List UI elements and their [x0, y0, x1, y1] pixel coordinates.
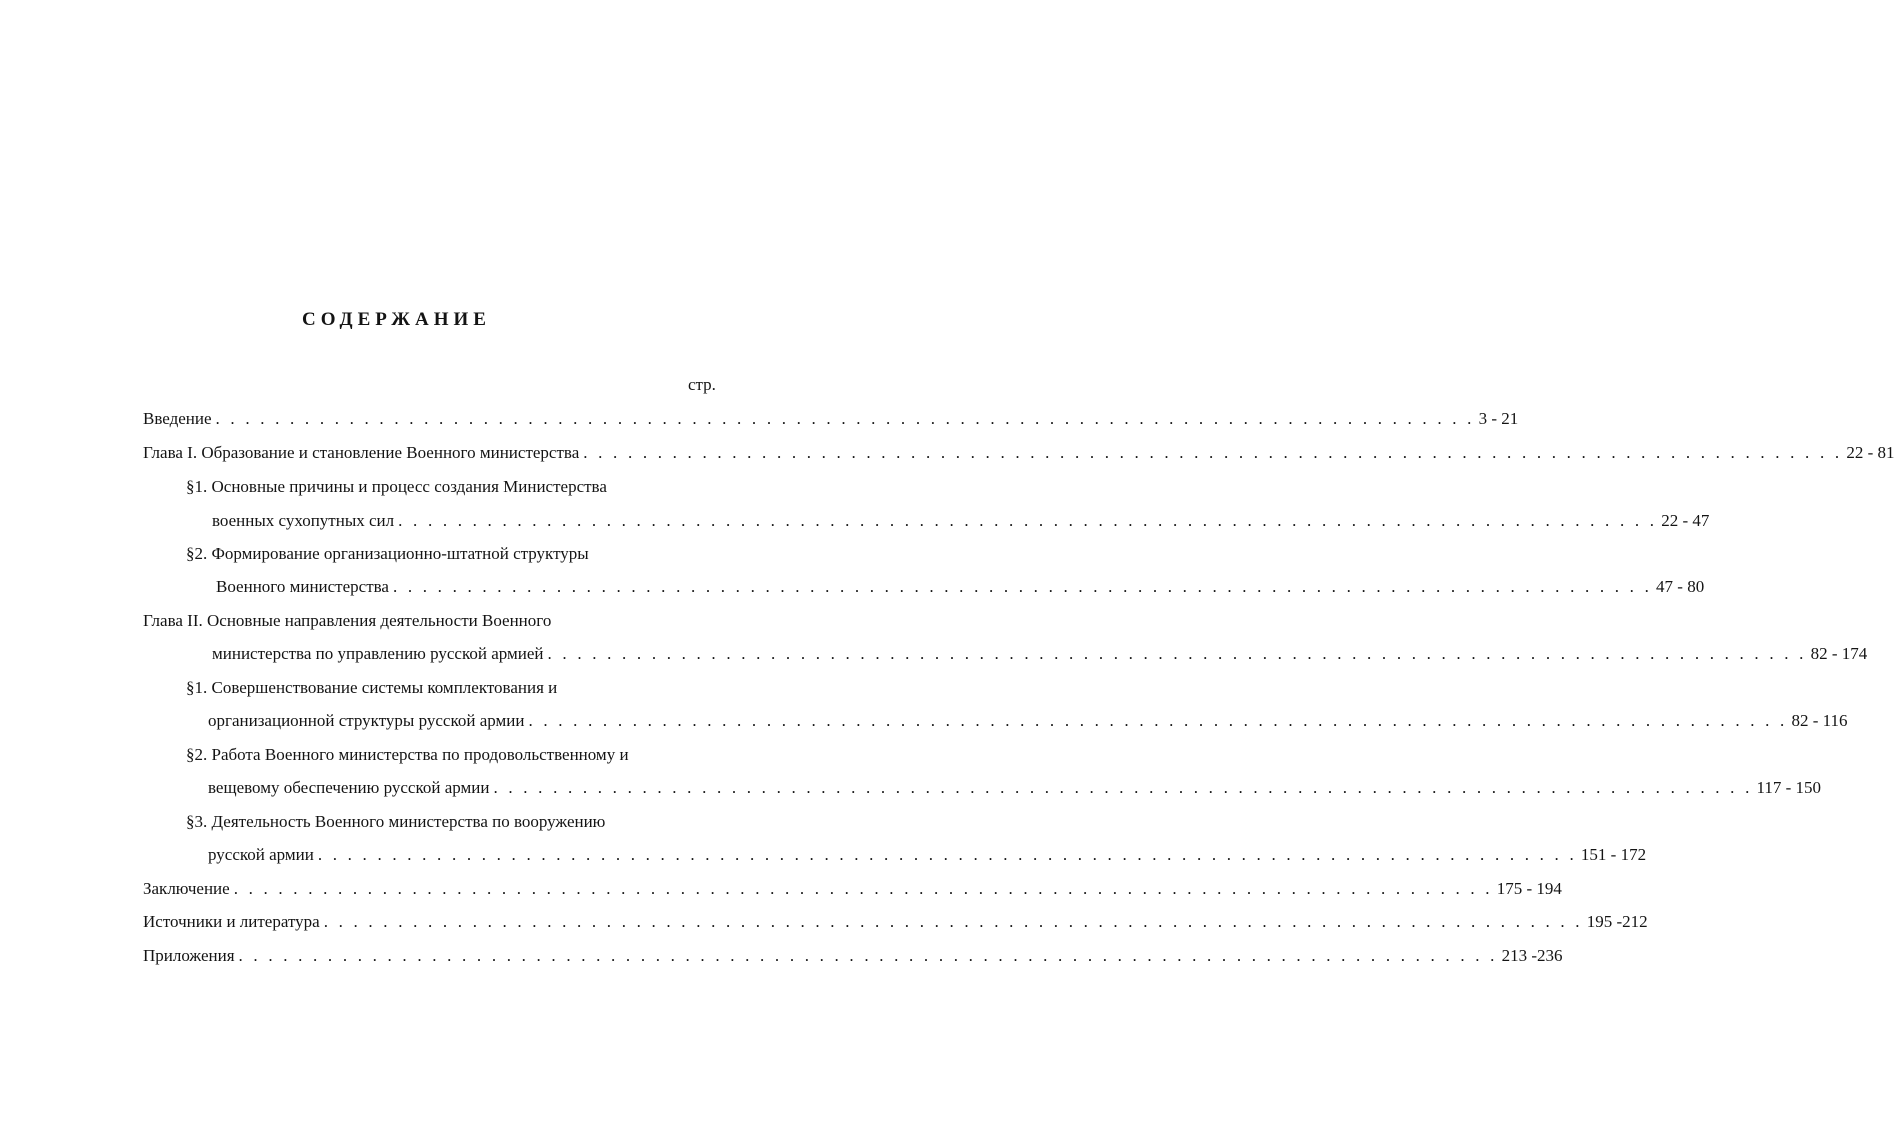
page-column-label: стр. — [688, 375, 716, 394]
toc-leader-dots: . . . . . . . . . . . . . . . . . . . . . . . . . . . . . . . . . . . . . . . . . . . . . . . . . . . . . . . . . . . . . . . . . . . . . . . . . . . . . . . . . . . . . — [392, 577, 1653, 596]
toc-entry-ch2-s2-line1: §2. Работа Военного министерства по продовольственному и — [186, 745, 629, 764]
toc-entry-ch1-s1-line2 — [212, 508, 1710, 534]
toc-entry-text: организационной структуры русской армии — [208, 711, 525, 730]
toc-entry-text: Приложения — [143, 946, 235, 965]
toc-entry-pages: 22 - 47 — [1661, 511, 1710, 530]
toc-entry-chapter-2-line1: Глава II. Основные направления деятельности Военного — [143, 611, 552, 630]
toc-entry-text: Военного министерства — [216, 577, 389, 596]
toc-entry-pages: 82 - 174 — [1810, 644, 1868, 663]
toc-entry-text: Источники и литература — [143, 912, 320, 931]
toc-entry-pages: 151 - 172 — [1580, 845, 1647, 864]
toc-entry-text: Заключение — [143, 879, 230, 898]
toc-entry-text: военных сухопутных сил — [212, 511, 395, 530]
toc-entry-conclusion — [143, 876, 1562, 902]
toc-entry-ch2-s1-line2 — [208, 708, 1848, 734]
toc-entry-appendix — [143, 943, 1563, 969]
toc-entry-chapter-2-line2 — [212, 641, 1868, 667]
toc-entry-ch2-s3-line2 — [208, 842, 1647, 868]
toc-entry-intro — [143, 406, 1519, 432]
toc-leader-dots: . . . . . . . . . . . . . . . . . . . . . . . . . . . . . . . . . . . . . . . . . . . . . . . . . . . . . . . . . . . . . . . . . . . . . . . . . . . . . . . . . . . . . — [233, 879, 1493, 898]
toc-entry-chapter-1 — [143, 440, 1894, 466]
toc-entry-pages: 117 - 150 — [1756, 778, 1822, 797]
toc-entry-text: Введение — [143, 409, 212, 428]
toc-leader-dots: . . . . . . . . . . . . . . . . . . . . . . . . . . . . . . . . . . . . . . . . . . . . . . . . . . . . . . . . . . . . . . . . . . . . . . . . . . . . . . . . . . . . . — [547, 644, 1807, 663]
toc-entry-pages: 82 - 116 — [1791, 711, 1848, 730]
toc-entry-pages: 195 -212 — [1586, 912, 1648, 931]
toc-entry-ch2-s1-line1: §1. Совершенствование системы комплектования и — [186, 678, 558, 697]
page-title: СОДЕРЖАНИЕ — [302, 309, 491, 330]
toc-leader-dots: . . . . . . . . . . . . . . . . . . . . . . . . . . . . . . . . . . . . . . . . . . . . . . . . . . . . . . . . . . . . . . . . . . . . . . . . . . . . . . . . . . . . . — [493, 778, 1753, 797]
toc-entry-pages: 22 - 81 — [1846, 443, 1894, 462]
toc-entry-sources — [143, 909, 1648, 935]
toc-leader-dots: . . . . . . . . . . . . . . . . . . . . . . . . . . . . . . . . . . . . . . . . . . . . . . . . . . . . . . . . . . . . . . . . . . . . . . . . . . . . . . . . . . . . . — [528, 711, 1788, 730]
toc-entry-pages: 175 - 194 — [1496, 879, 1562, 898]
toc-entry-pages: 47 - 80 — [1656, 577, 1705, 596]
toc-leader-dots: . . . . . . . . . . . . . . . . . . . . . . . . . . . . . . . . . . . . . . . . . . . . . . . . . . . . . . . . . . . . . . . . . . . . . . . . . . . . . . . . . . . . . — [215, 409, 1475, 428]
toc-leader-dots: . . . . . . . . . . . . . . . . . . . . . . . . . . . . . . . . . . . . . . . . . . . . . . . . . . . . . . . . . . . . . . . . . . . . . . . . . . . . . . . . . . . . . — [583, 443, 1843, 462]
toc-leader-dots: . . . . . . . . . . . . . . . . . . . . . . . . . . . . . . . . . . . . . . . . . . . . . . . . . . . . . . . . . . . . . . . . . . . . . . . . . . . . . . . . . . . . . — [238, 946, 1498, 965]
toc-entry-text: министерства по управлению русской армией — [212, 644, 544, 663]
toc-entry-ch1-s2-line1: §2. Формирование организационно-штатной структуры — [186, 544, 589, 563]
toc-entry-pages: 213 -236 — [1501, 946, 1563, 965]
toc-leader-dots: . . . . . . . . . . . . . . . . . . . . . . . . . . . . . . . . . . . . . . . . . . . . . . . . . . . . . . . . . . . . . . . . . . . . . . . . . . . . . . . . . . . . . — [398, 511, 1658, 530]
toc-leader-dots: . . . . . . . . . . . . . . . . . . . . . . . . . . . . . . . . . . . . . . . . . . . . . . . . . . . . . . . . . . . . . . . . . . . . . . . . . . . . . . . . . . . . . — [317, 845, 1577, 864]
toc-entry-ch2-s3-line1: §3. Деятельность Военного министерства по вооружению — [186, 812, 606, 831]
toc-entry-text: русской армии — [208, 845, 314, 864]
toc-leader-dots: . . . . . . . . . . . . . . . . . . . . . . . . . . . . . . . . . . . . . . . . . . . . . . . . . . . . . . . . . . . . . . . . . . . . . . . . . . . . . . . . . . . . . — [323, 912, 1583, 931]
toc-entry-pages: 3 - 21 — [1478, 409, 1519, 428]
toc-entry-text: вещевому обеспечению русской армии — [208, 778, 490, 797]
toc-entry-ch1-s2-line2 — [216, 574, 1705, 600]
toc-entry-ch2-s2-line2 — [208, 775, 1822, 801]
toc-entry-ch1-s1-line1: §1. Основные причины и процесс создания Министерства — [186, 477, 607, 496]
toc-entry-text: Глава I. Образование и становление Военного министерства — [143, 443, 580, 462]
